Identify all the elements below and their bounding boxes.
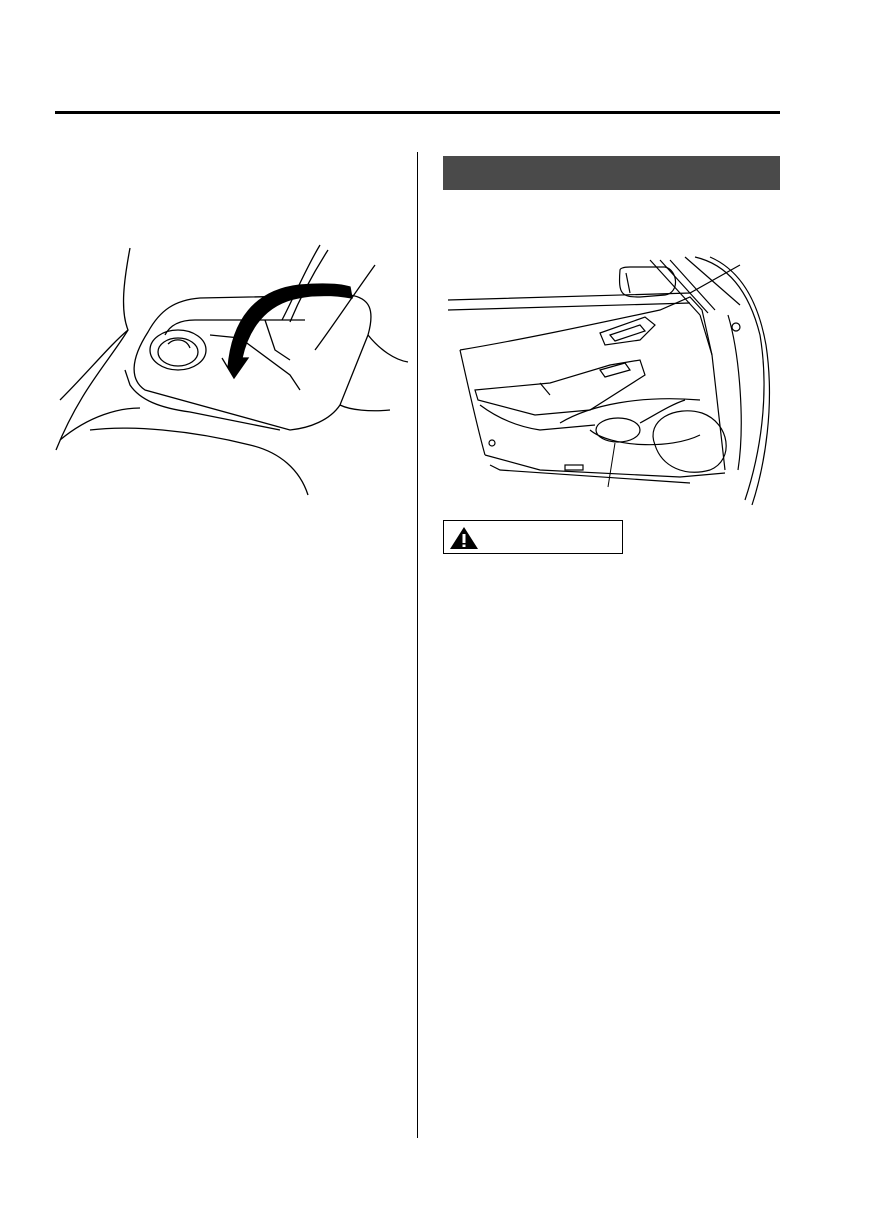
column-divider	[417, 152, 418, 1138]
warning-triangle-icon	[449, 526, 479, 550]
warning-box	[443, 520, 623, 554]
armrest-cupholder-illustration	[50, 240, 410, 500]
section-heading-bar	[443, 156, 780, 190]
door-bottle-holder-illustration	[440, 255, 785, 510]
header-rule	[55, 111, 780, 114]
